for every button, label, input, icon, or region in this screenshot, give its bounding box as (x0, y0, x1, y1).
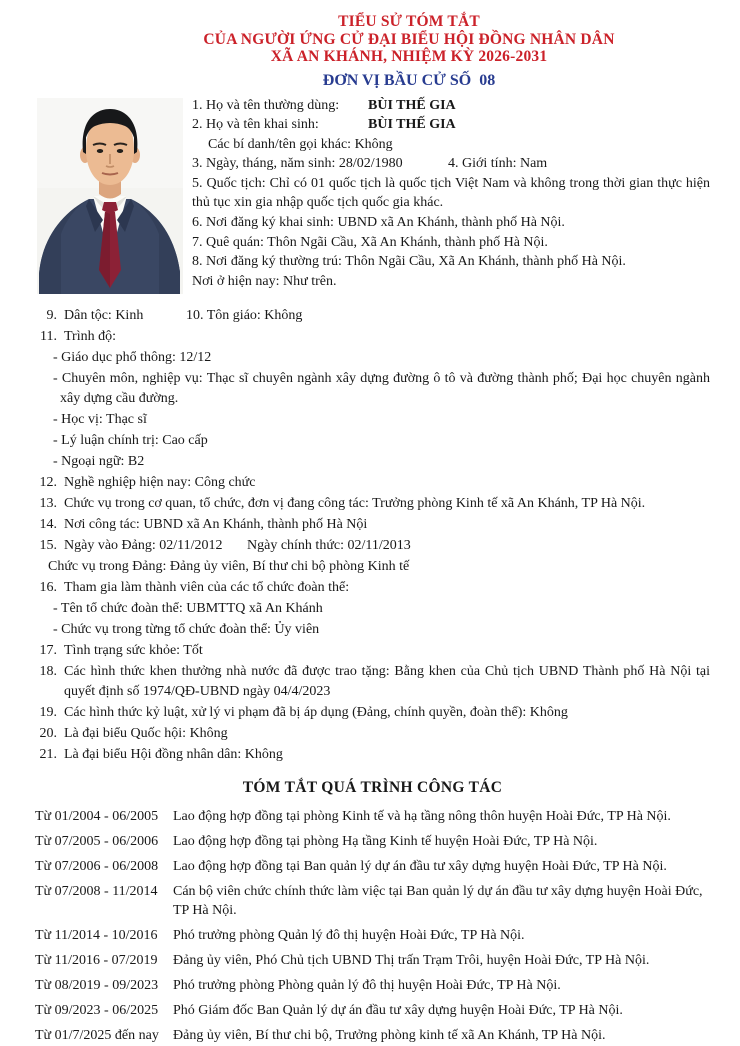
text-segment: 6. Nơi đăng ký khai sinh: UBND xã An Khánh, thành phố Hà Nội. (192, 215, 565, 231)
info-line (192, 213, 710, 233)
info-item (35, 473, 710, 493)
info-item (48, 557, 710, 577)
career-row (35, 807, 710, 826)
document-body (0, 90, 740, 1045)
portrait-illustration (37, 98, 183, 294)
info-item (35, 494, 710, 514)
text-segment: 7. Quê quán: Thôn Ngãi Cầu, Xã An Khánh, thành phố Hà Nội. (192, 234, 548, 250)
career-row (35, 882, 710, 920)
item-number: 11. (40, 328, 57, 344)
info-item (53, 431, 710, 451)
document-title-line-2: CỦA NGƯỜI ỨNG CỬ ĐẠI BIỂU HỘI ĐỒNG NHÂN DÂN (203, 30, 615, 48)
info-item (53, 620, 710, 640)
text-segment: - Ngoại ngữ: B2 (53, 453, 145, 469)
text-segment: Chức vụ trong Đảng: Đảng ủy viên, Bí thư chi bộ phòng Kinh tế (48, 558, 410, 574)
text-segment: 1. Họ và tên thường dùng: (192, 97, 340, 113)
item-number: 9. (46, 307, 57, 323)
career-period: Từ 07/2006 - 06/2008 (35, 858, 159, 874)
career-row (35, 951, 710, 970)
career-description: Lao động hợp đồng tại Ban quản lý dự án đầu tư xây dựng huyện Hoài Đức, TP Hà Nội. (173, 858, 667, 874)
career-row (35, 832, 710, 851)
career-period: Từ 09/2023 - 06/2025 (35, 1002, 159, 1018)
career-row (35, 1026, 710, 1045)
text-segment: Tham gia làm thành viên của các tổ chức đoàn thể: (64, 579, 350, 595)
text-segment: Nơi ở hiện nay: Như trên. (192, 273, 337, 289)
info-item (35, 641, 710, 661)
info-item (35, 306, 710, 326)
info-item (35, 745, 710, 765)
item-number: 19. (39, 704, 57, 720)
document-title-line-3: XÃ AN KHÁNH, NHIỆM KỲ 2026-2031 (270, 48, 548, 65)
text-segment: Các hình thức kỷ luật, xử lý vi phạm đã bị áp dụng (Đảng, chính quyền, đoàn thể): Không (64, 704, 568, 720)
text-segment: 5. Quốc tịch: Chỉ có 01 quốc tịch là quốc tịch Việt Nam và không trong thời gian thực hiện thủ tục xin gia nhập quốc tịch quốc gia khác. (192, 175, 710, 211)
info-line (192, 233, 710, 253)
text-segment: 3. Ngày, tháng, năm sinh: 28/02/1980 (192, 156, 403, 172)
text-segment: Chức vụ trong cơ quan, tổ chức, đơn vị đang công tác: Trưởng phòng Kinh tế xã An Khánh, TP Hà Nội. (64, 495, 646, 511)
text-segment: 10. Tôn giáo: Không (186, 307, 303, 323)
text-segment: - Học vị: Thạc sĩ (53, 411, 147, 427)
personal-info-beside-photo (192, 96, 710, 292)
text-segment: - Tên tổ chức đoàn thể: UBMTTQ xã An Khánh (53, 600, 323, 616)
career-period: Từ 11/2016 - 07/2019 (35, 952, 158, 968)
item-number: 12. (39, 474, 57, 490)
text-segment: Là đại biểu Hội đồng nhân dân: Không (64, 746, 283, 762)
info-line (192, 115, 710, 135)
info-item (53, 369, 710, 409)
info-item (35, 578, 710, 598)
info-item (35, 662, 710, 702)
info-item (35, 515, 710, 535)
career-row (35, 1001, 710, 1020)
item-number: 17. (39, 642, 57, 658)
info-line (192, 252, 710, 272)
career-row (35, 857, 710, 876)
career-description: Lao động hợp đồng tại phòng Kinh tế và hạ tầng nông thôn huyện Hoài Đức, TP Hà Nội. (173, 808, 671, 824)
info-item (35, 536, 710, 556)
item-number: 15. (39, 537, 57, 553)
career-period: Từ 08/2019 - 09/2023 (35, 977, 159, 993)
info-item (35, 724, 710, 744)
career-section-title: TÓM TẮT QUÁ TRÌNH CÔNG TÁC (242, 778, 503, 796)
info-item (53, 452, 710, 472)
item-number: 13. (39, 495, 57, 511)
text-segment: Ngày chính thức: 02/11/2013 (247, 537, 411, 553)
career-description: Lao động hợp đồng tại phòng Hạ tầng Kinh tế huyện Hoài Đức, TP Hà Nội. (173, 833, 598, 849)
text-segment: Trình độ: (64, 328, 117, 344)
item-number: 20. (39, 725, 57, 741)
text-segment: Ngày vào Đảng: 02/11/2012 (64, 537, 223, 553)
career-description: Cán bộ viên chức chính thức làm việc tại Ban quản lý dự án đầu tư xây dựng huyện Hoài Đức, TP Hà Nội. (173, 883, 703, 918)
career-description: Đảng ủy viên, Phó Chủ tịch UBND Thị trấn Trạm Trôi, huyện Hoài Đức, TP Hà Nội. (173, 952, 650, 968)
text-segment: BÙI THẾ GIA (368, 97, 456, 113)
info-item (53, 348, 710, 368)
career-description: Phó trưởng phòng Phòng quản lý đô thị huyện Hoài Đức, TP Hà Nội. (173, 977, 561, 993)
text-segment: Dân tộc: Kinh (64, 307, 144, 323)
text-segment: 2. Họ và tên khai sinh: (192, 117, 319, 133)
career-description: Phó Giám đốc Ban Quản lý dự án đầu tư xây dựng huyện Hoài Đức, TP Hà Nội. (173, 1002, 623, 1018)
career-row (35, 976, 710, 995)
item-number: 21. (39, 746, 57, 762)
info-line (192, 96, 710, 116)
document-title-line-1: TIỂU SỬ TÓM TẮT (338, 13, 480, 30)
text-segment: Là đại biểu Quốc hội: Không (64, 725, 228, 741)
info-line (192, 272, 710, 292)
info-item (35, 703, 710, 723)
career-period: Từ 07/2005 - 06/2006 (35, 833, 159, 849)
career-period: Từ 01/2004 - 06/2005 (35, 808, 159, 824)
info-line (192, 174, 710, 213)
career-period: Từ 11/2014 - 10/2016 (35, 927, 158, 943)
text-segment: - Chuyên môn, nghiệp vụ: Thạc sĩ chuyên ngành xây dựng đường ô tô và đường thành phố; Đại học chuyên ngành xây dựng cầu đường. (53, 370, 710, 406)
personal-info-list (35, 306, 710, 765)
info-item (35, 327, 710, 347)
career-period: Từ 07/2008 - 11/2014 (35, 883, 158, 899)
text-segment: - Giáo dục phổ thông: 12/12 (53, 349, 212, 365)
election-unit-line: ĐƠN VỊ BẦU CỬ SỐ 08 (322, 71, 496, 89)
career-period: Từ 01/7/2025 đến nay (35, 1027, 159, 1043)
text-segment: Nghề nghiệp hiện nay: Công chức (64, 474, 256, 490)
career-description: Đảng ủy viên, Bí thư chi bộ, Trưởng phòng kinh tế xã An Khánh, TP Hà Nội. (173, 1027, 606, 1043)
info-item (53, 599, 710, 619)
career-row (35, 926, 710, 945)
text-segment: 4. Giới tính: Nam (448, 156, 548, 172)
document-header (78, 0, 740, 90)
candidate-photo (37, 98, 183, 294)
item-number: 18. (39, 663, 57, 679)
info-line (192, 135, 710, 155)
career-history-table (35, 807, 710, 1045)
text-segment: Các bí danh/tên gọi khác: Không (208, 136, 393, 152)
item-number: 14. (39, 516, 57, 532)
item-number: 16. (39, 579, 57, 595)
text-segment: 8. Nơi đăng ký thường trú: Thôn Ngãi Cầu, Xã An Khánh, thành phố Hà Nội. (192, 254, 626, 270)
text-segment: BÙI THẾ GIA (368, 117, 456, 133)
text-segment: Nơi công tác: UBND xã An Khánh, thành phố Hà Nội (64, 516, 368, 532)
text-segment: Các hình thức khen thưởng nhà nước đã được trao tặng: Bằng khen của Chủ tịch UBND Thành phố Hà Nội tại quyết định số 1974/QĐ-UBND ngày 04/4/2023 (64, 663, 710, 699)
career-description: Phó trưởng phòng Quản lý đô thị huyện Hoài Đức, TP Hà Nội. (173, 927, 525, 943)
text-segment: Tình trạng sức khỏe: Tốt (64, 642, 203, 658)
text-segment: - Lý luận chính trị: Cao cấp (53, 432, 208, 448)
info-item (53, 410, 710, 430)
info-line (192, 154, 710, 174)
text-segment: - Chức vụ trong từng tổ chức đoàn thể: Ủy viên (53, 621, 320, 637)
